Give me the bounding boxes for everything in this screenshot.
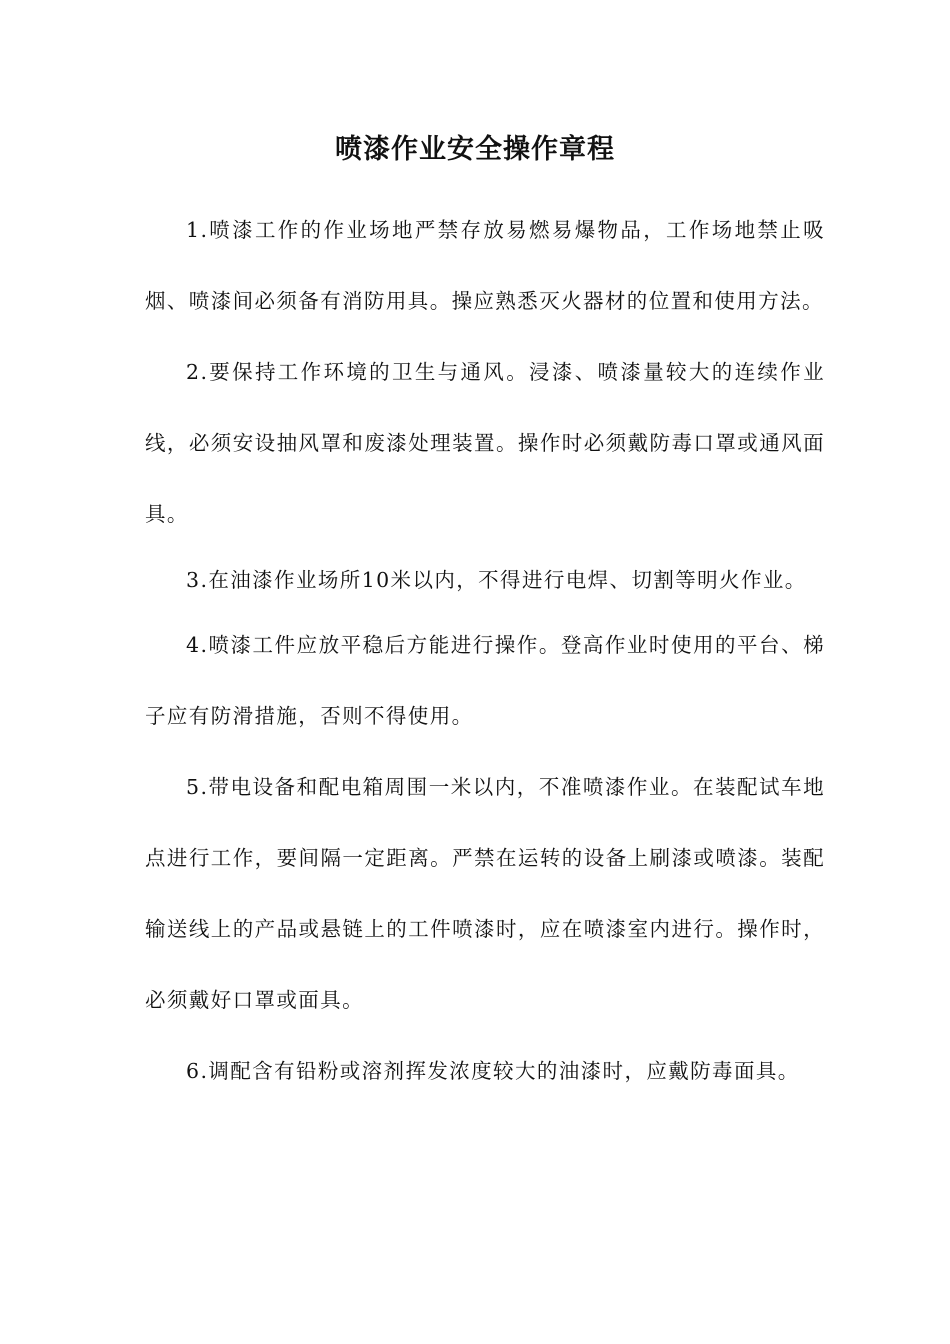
document-body — [145, 195, 825, 1107]
paragraph-1: 1.喷漆工作的作业场地严禁存放易燃易爆物品，工作场地禁止吸烟、喷漆间必须备有消防用具。操应熟悉灭火器材的位置和使用方法。 — [145, 218, 825, 313]
paragraph-6: 6.调配含有铅粉或溶剂挥发浓度较大的油漆时，应戴防毒面具。 — [186, 1059, 800, 1083]
document-title: 喷漆作业安全操作章程 — [335, 134, 615, 165]
paragraph-5: 5.带电设备和配电箱周围一米以内，不准喷漆作业。在装配试车地点进行工作，要间隔一定距离。严禁在运转的设备上刷漆或喷漆。装配输送线上的产品或悬链上的工件喷漆时，应在喷漆室内进行。操作时，必须戴好口罩或面具。 — [145, 775, 825, 1012]
paragraph-3: 3.在油漆作业场所10米以内，不得进行电焊、切割等明火作业。 — [186, 568, 807, 592]
paragraph-2: 2.要保持工作环境的卫生与通风。浸漆、喷漆量较大的连续作业线，必须安设抽风罩和废漆处理装置。操作时必须戴防毒口罩或通风面具。 — [145, 360, 825, 526]
paragraph-4: 4.喷漆工件应放平稳后方能进行操作。登高作业时使用的平台、梯子应有防滑措施，否则不得使用。 — [145, 633, 825, 728]
